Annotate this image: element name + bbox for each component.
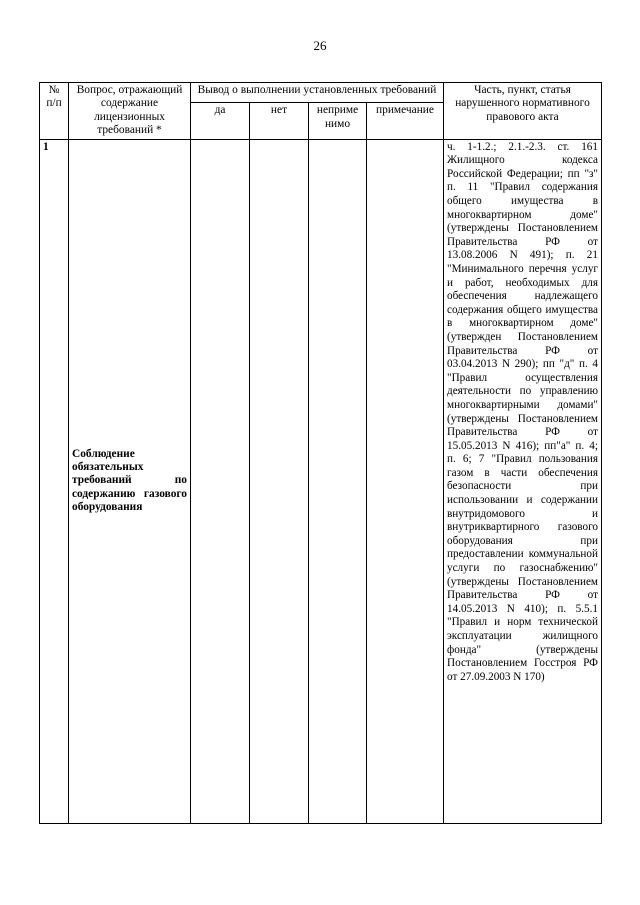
row-num: 1 — [40, 139, 69, 823]
header-num: № п/п — [40, 83, 69, 140]
row-na-cell — [309, 139, 367, 823]
header-conclusion-group: Вывод о выполнении установленных требований — [191, 83, 444, 103]
header-legal-act: Часть, пункт, статья нарушенного нормативного правового акта — [444, 83, 602, 140]
table-header-row — [40, 83, 602, 103]
header-not-applicable: неприме нимо — [309, 103, 367, 140]
row-question-text: Соблюдение обязательных требований по содержанию газового оборудования — [72, 447, 187, 514]
table-row — [40, 139, 602, 823]
row-legal-act: ч. 1-1.2.; 2.1.-2.3. ст. 161 Жилищного кодекса Российской Федерации; пп "з" п. 11 "Правил содержания общего имущества в многоквартирном доме" (утверждены Постановлением Правительства РФ от 13.08.2006 N 491); п. 21 "Минимального перечня услуг и работ, необходимых для обеспечения надлежащего содержания общего имущества в многоквартирном доме" (утвержден Постановлением Правительства РФ от 03.04.2013 N 290); пп "д" п. 4 "Правил осуществления деятельности по управлению многоквартирными домами" (утверждены Постановлением Правительства РФ от 15.05.2013 N 416); пп"а" п. 4; п. 6; 7 "Правил пользования газом в части обеспечения безопасности при использовании и содержании внутридомового и внутриквартирного газового оборудования при предоставлении коммунальной услуги по газоснабжению" (утверждены Постановлением Правительства РФ от 14.05.2013 N 410); п. 5.5.1 "Правил и норм технической эксплуатации жилищного фонда" (утверждены Постановлением Госстроя РФ от 27.09.2003 N 170) — [444, 139, 602, 823]
row-no-cell — [250, 139, 309, 823]
header-yes: да — [191, 103, 250, 140]
header-note: примечание — [367, 103, 444, 140]
requirements-table — [39, 82, 602, 824]
header-question: Вопрос, отражающий содержание лицензионных требований * — [69, 83, 191, 140]
row-note-cell — [367, 139, 444, 823]
page-number: 26 — [313, 38, 327, 53]
header-no: нет — [250, 103, 309, 140]
row-yes-cell — [191, 139, 250, 823]
row-question — [69, 139, 191, 823]
